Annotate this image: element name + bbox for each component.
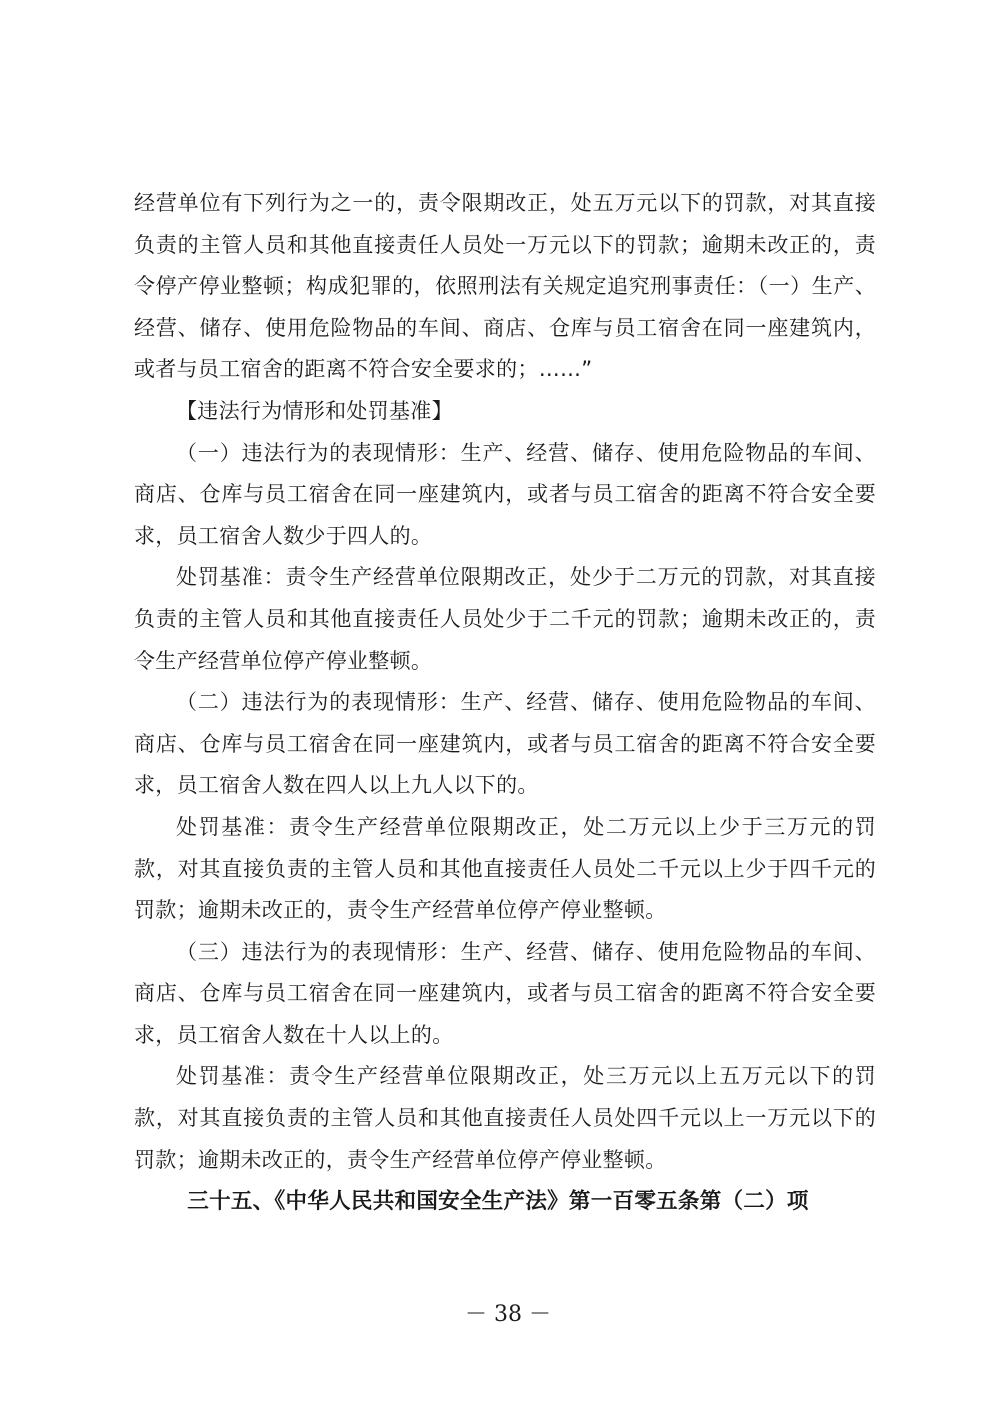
page-number: － 38 － xyxy=(465,1302,551,1327)
section-title: 三十五、《中华人民共和国安全生产法》第一百零五条第（二）项 xyxy=(187,1189,809,1215)
paragraph-case-2: （二）违法行为的表现情形：生产、经营、储存、使用危险物品的车间、商店、仓库与员工宿舍在同一座建筑内，或者与员工宿舍的距离不符合安全要求，员工宿舍人数在四人以上九人以下的。 xyxy=(134,690,876,798)
standards-heading: 【违法行为情形和处罚基准】 xyxy=(176,398,453,423)
paragraph-law-excerpt: 经营单位有下列行为之一的，责令限期改正，处五万元以下的罚款，对其直接负责的主管人员和其他直接责任人员处一万元以下的罚款；逾期未改正的，责令停产停业整顿；构成犯罪的，依照刑法有关规定追究刑事责任：（一）生产、经营、储存、使用危险物品的车间、商店、仓库与员工宿舍在同一座建筑内，或者与员工宿舍的距离不符合安全要求的；……” xyxy=(134,191,876,382)
paragraph-case-1: （一）违法行为的表现情形：生产、经营、储存、使用危险物品的车间、商店、仓库与员工宿舍在同一座建筑内，或者与员工宿舍的距离不符合安全要求，员工宿舍人数少于四人的。 xyxy=(134,440,876,548)
paragraph-penalty-1: 处罚基准：责令生产经营单位限期改正，处少于二万元的罚款，对其直接负责的主管人员和其他直接责任人员处少于二千元的罚款；逾期未改正的，责令生产经营单位停产停业整顿。 xyxy=(134,565,876,673)
paragraph-penalty-2: 处罚基准：责令生产经营单位限期改正，处二万元以上少于三万元的罚款，对其直接负责的主管人员和其他直接责任人员处二千元以上少于四千元的罚款；逾期未改正的，责令生产经营单位停产停业整顿。 xyxy=(134,814,876,923)
paragraph-case-3: （三）违法行为的表现情形：生产、经营、储存、使用危险物品的车间、商店、仓库与员工宿舍在同一座建筑内，或者与员工宿舍的距离不符合安全要求，员工宿舍人数在十人以上的。 xyxy=(134,939,876,1047)
document-body xyxy=(134,183,876,1223)
paragraph-penalty-3: 处罚基准：责令生产经营单位限期改正，处三万元以上五万元以下的罚款，对其直接负责的主管人员和其他直接责任人员处四千元以上一万元以下的罚款；逾期未改正的，责令生产经营单位停产停业整顿。 xyxy=(134,1064,876,1172)
